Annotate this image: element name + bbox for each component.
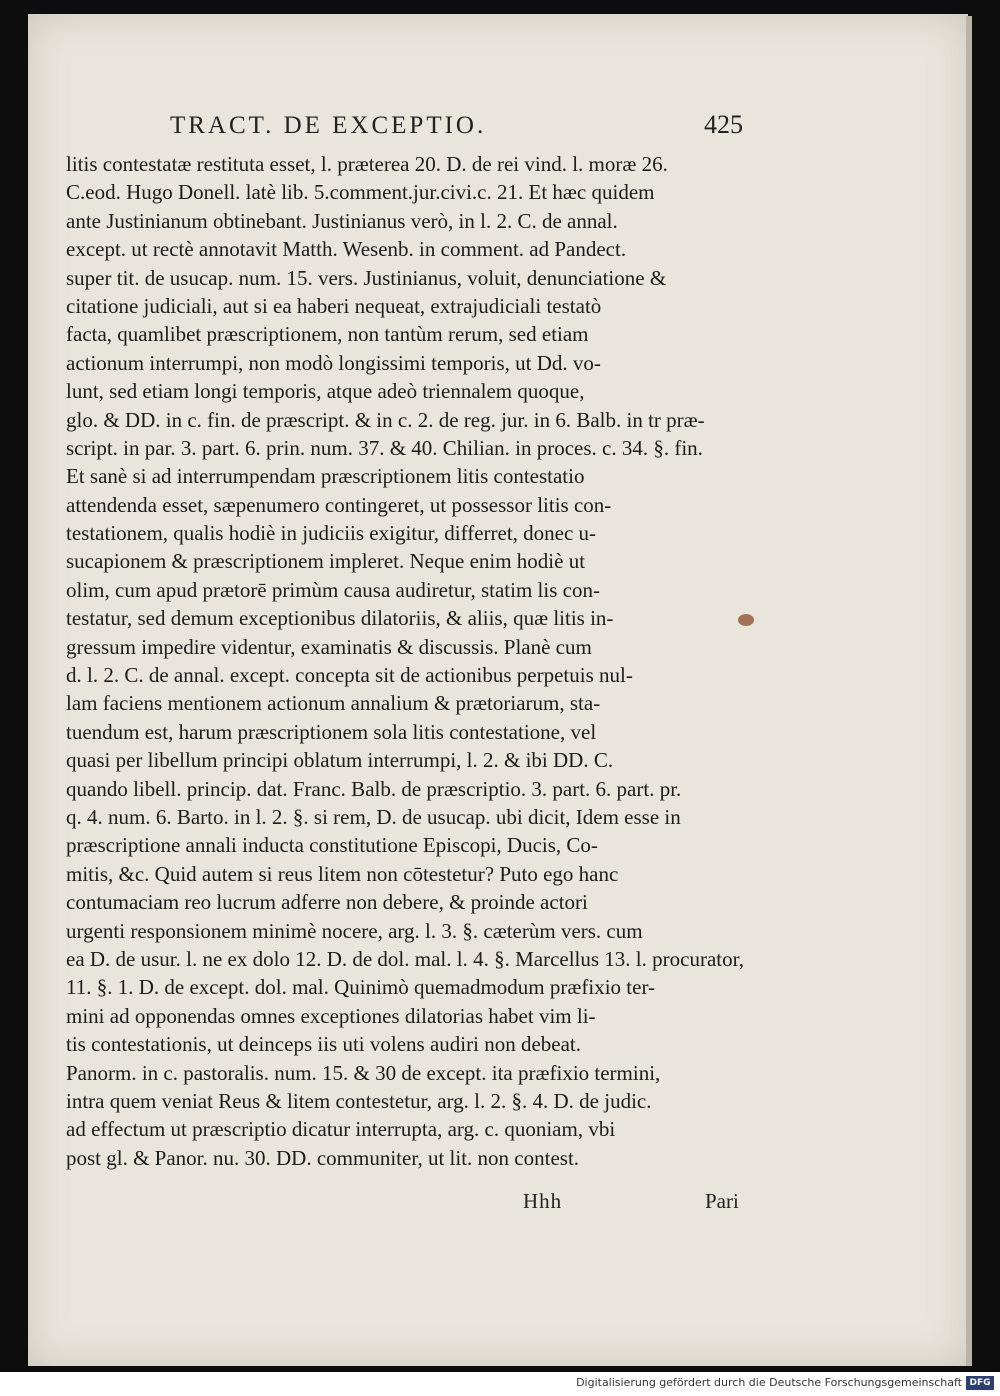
text-line: gressum impedire videntur, examinatis & discussis. Planè cum xyxy=(66,634,592,659)
text-line: citatione judiciali, aut si ea haberi nequeat, extrajudiciali testatò xyxy=(66,293,602,318)
text-line: testatur, sed demum exceptionibus dilatoriis, & aliis, quæ litis in- xyxy=(66,606,614,631)
running-title: TRACT. DE EXCEPTIO. xyxy=(170,112,487,139)
text-line: post gl. & Panor. nu. 30. DD. communiter, ut lit. non contest. xyxy=(66,1145,580,1170)
text-line: C.eod. Hugo Donell. latè lib. 5.comment.jur.civi.c. 21. Et hæc quidem xyxy=(66,180,655,205)
page-number: 425 xyxy=(704,110,743,139)
text-line: glo. & DD. in c. fin. de præscript. & in c. 2. de reg. jur. in 6. Balb. in tr præ- xyxy=(66,407,705,432)
text-line: attendenda esset, sæpenumero contingeret, ut possessor litis con- xyxy=(66,492,612,517)
text-line: actionum interrumpi, non modò longissimi temporis, ut Dd. vo- xyxy=(66,350,601,375)
text-line: intra quem veniat Reus & litem contestetur, arg. l. 2. §. 4. D. de judic. xyxy=(66,1088,652,1113)
text-line: olim, cum apud prætorē primùm causa audiretur, statim lis con- xyxy=(66,577,600,602)
text-line: q. 4. num. 6. Barto. in l. 2. §. si rem, D. de usucap. ubi dicit, Idem esse in xyxy=(66,804,681,829)
text-line: testationem, qualis hodiè in judiciis exigitur, differret, donec u- xyxy=(66,521,597,546)
text-line: Et sanè si ad interrumpendam præscriptionem litis contestatio xyxy=(66,464,585,489)
text-line: tuendum est, harum præscriptionem sola litis contestatione, vel xyxy=(66,719,597,744)
page-edge xyxy=(966,16,972,1366)
body-text xyxy=(66,150,778,1172)
dfg-logo-icon[interactable]: DFG xyxy=(966,1376,994,1390)
text-line: ad effectum ut præscriptio dicatur interrupta, arg. c. quoniam, vbi xyxy=(66,1117,616,1142)
text-line: d. l. 2. C. de annal. except. concepta sit de actionibus perpetuis nul- xyxy=(66,663,633,688)
text-line: script. in par. 3. part. 6. prin. num. 37. & 40. Chilian. in proces. c. 34. §. fin. xyxy=(66,435,703,460)
text-line: Panorm. in c. pastoralis. num. 15. & 30 de except. ita præfixio termini, xyxy=(66,1060,661,1085)
text-line: præscriptione annali inducta constitutione Episcopi, Ducis, Co- xyxy=(66,833,598,858)
text-line: sucapionem & præscriptionem impleret. Neque enim hodiè ut xyxy=(66,549,586,574)
text-line: super tit. de usucap. num. 15. vers. Justinianus, voluit, denunciatione & xyxy=(66,265,667,290)
text-line: except. ut rectè annotavit Matth. Wesenb. in comment. ad Pandect. xyxy=(66,237,627,262)
viewer-footer xyxy=(0,1372,1000,1396)
text-line: contumaciam reo lucrum adferre non debere, & proinde actori xyxy=(66,890,588,915)
text-line: quando libell. princip. dat. Franc. Balb. de præscriptio. 3. part. 6. part. pr. xyxy=(66,776,682,801)
text-line: mini ad opponendas omnes exceptiones dilatorias habet vim li- xyxy=(66,1003,596,1028)
signature-mark: Hhh xyxy=(523,1189,563,1213)
text-line: lam faciens mentionem actionum annalium & prætoriarum, sta- xyxy=(66,691,601,716)
text-line: facta, quamlibet præscriptionem, non tantùm rerum, sed etiam xyxy=(66,322,589,347)
ink-stain xyxy=(738,614,754,626)
text-line: tis contestationis, ut deinceps iis uti volens audiri non debeat. xyxy=(66,1032,581,1057)
text-line: mitis, &c. Quid autem si reus litem non cōtestetur? Puto ego hanc xyxy=(66,861,619,886)
text-line: urgenti responsionem minimè nocere, arg. l. 3. §. cæterùm vers. cum xyxy=(66,918,643,943)
text-line: 11. §. 1. D. de except. dol. mal. Quinimò quemadmodum præfixio ter- xyxy=(66,975,656,1000)
funding-credit: Digitalisierung gefördert durch die Deutsche Forschungsgemeinschaft xyxy=(576,1376,962,1389)
text-line: quasi per libellum principi oblatum interrumpi, l. 2. & ibi DD. C. xyxy=(66,748,614,773)
text-line: lunt, sed etiam longi temporis, atque adeò triennalem quoque, xyxy=(66,379,585,404)
text-line: ante Justinianum obtinebant. Justinianus verò, in l. 2. C. de annal. xyxy=(66,208,618,233)
text-line: ea D. de usur. l. ne ex dolo 12. D. de dol. mal. l. 4. §. Marcellus 13. l. procurator, xyxy=(66,946,745,971)
text-line: litis contestatæ restituta esset, l. præterea 20. D. de rei vind. l. moræ 26. xyxy=(66,152,668,176)
catchword: Pari xyxy=(705,1189,739,1213)
